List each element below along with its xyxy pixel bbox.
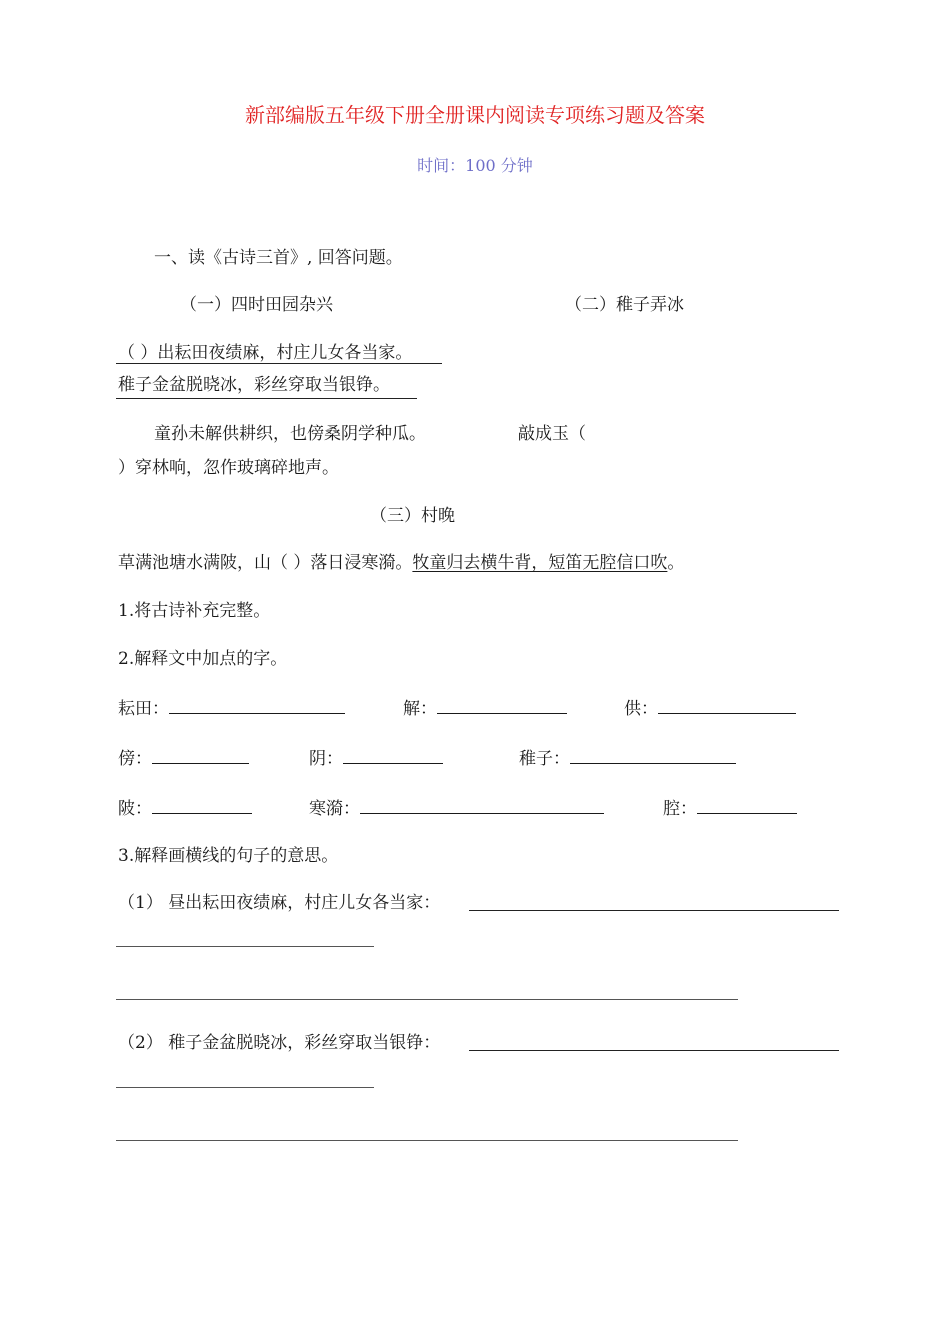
- poem1-title: （一）四时田园杂兴: [180, 295, 333, 315]
- question-1: 1.将古诗补充完整。: [118, 601, 271, 621]
- term-qiang: [663, 798, 797, 818]
- poem-line-5: [118, 555, 684, 572]
- time-limit: 时间：100 分钟: [417, 156, 533, 175]
- answer-blank[interactable]: [360, 798, 604, 814]
- answer-line[interactable]: [469, 1050, 839, 1051]
- document-title: 新部编版五年级下册全册课内阅读专项练习题及答案: [245, 103, 705, 127]
- term-bang: [118, 748, 249, 768]
- poem-line-4: ）穿林响，忽作玻璃碎地声。: [118, 458, 339, 478]
- poem2-title: （二）稚子弄冰: [565, 295, 684, 315]
- question-3-sub-2: （2） 稚子金盆脱晓冰，彩丝穿取当银铮：: [118, 1033, 441, 1053]
- section-heading: 一、读《古诗三首》, 回答问题。: [154, 248, 403, 268]
- question-3-sub-1: （1） 昼出耘田夜绩麻，村庄儿女各当家：: [118, 893, 441, 913]
- poem-line-3-continued: 敲成玉（: [518, 424, 586, 444]
- term-label: 供：: [624, 699, 658, 719]
- term-label: 耘田：: [118, 699, 169, 719]
- underline-line-1: [116, 363, 442, 364]
- poem3-title: （三）村晚: [370, 506, 455, 526]
- term-zhizi: [519, 748, 736, 768]
- answer-blank[interactable]: [169, 698, 345, 714]
- period: 。: [667, 553, 685, 573]
- term-bei: [118, 798, 252, 818]
- answer-blank[interactable]: [570, 748, 736, 764]
- term-hanyi: [309, 798, 604, 818]
- answer-line[interactable]: [469, 910, 839, 911]
- term-jie: [403, 698, 567, 718]
- term-label: 寒漪：: [309, 799, 360, 819]
- answer-blank[interactable]: [658, 698, 796, 714]
- term-label: 解：: [403, 699, 437, 719]
- answer-blank[interactable]: [437, 698, 567, 714]
- term-gong: [624, 698, 796, 718]
- term-label: 腔：: [663, 799, 697, 819]
- term-yin: [309, 748, 443, 768]
- term-yuntian: [118, 698, 345, 718]
- term-label: 稚子：: [519, 749, 570, 769]
- poem-line-1: （ ）出耘田夜绩麻，村庄儿女各当家。: [118, 343, 413, 363]
- answer-line[interactable]: [116, 1087, 374, 1088]
- answer-line[interactable]: [116, 946, 374, 947]
- answer-line[interactable]: [116, 1140, 738, 1141]
- answer-line[interactable]: [116, 999, 738, 1000]
- answer-blank[interactable]: [152, 798, 252, 814]
- answer-blank[interactable]: [697, 798, 797, 814]
- question-2: 2.解释文中加点的字。: [118, 649, 288, 669]
- term-label: 阴：: [309, 749, 343, 769]
- term-label: 陂：: [118, 799, 152, 819]
- poem-line-5-text: 草满池塘水满陂，山（ ）落日浸寒漪。: [118, 553, 413, 573]
- answer-blank[interactable]: [343, 748, 443, 764]
- underline-line-2: [116, 398, 417, 399]
- answer-blank[interactable]: [152, 748, 249, 764]
- term-label: 傍：: [118, 749, 152, 769]
- question-3: 3.解释画横线的句子的意思。: [118, 846, 339, 866]
- poem-line-3: 童孙未解供耕织，也傍桑阴学种瓜。: [154, 424, 426, 444]
- poem-line-2: 稚子金盆脱晓冰，彩丝穿取当银铮。: [118, 375, 390, 395]
- underlined-sentence: 牧童归去横牛背，短笛无腔信口吹: [412, 553, 668, 573]
